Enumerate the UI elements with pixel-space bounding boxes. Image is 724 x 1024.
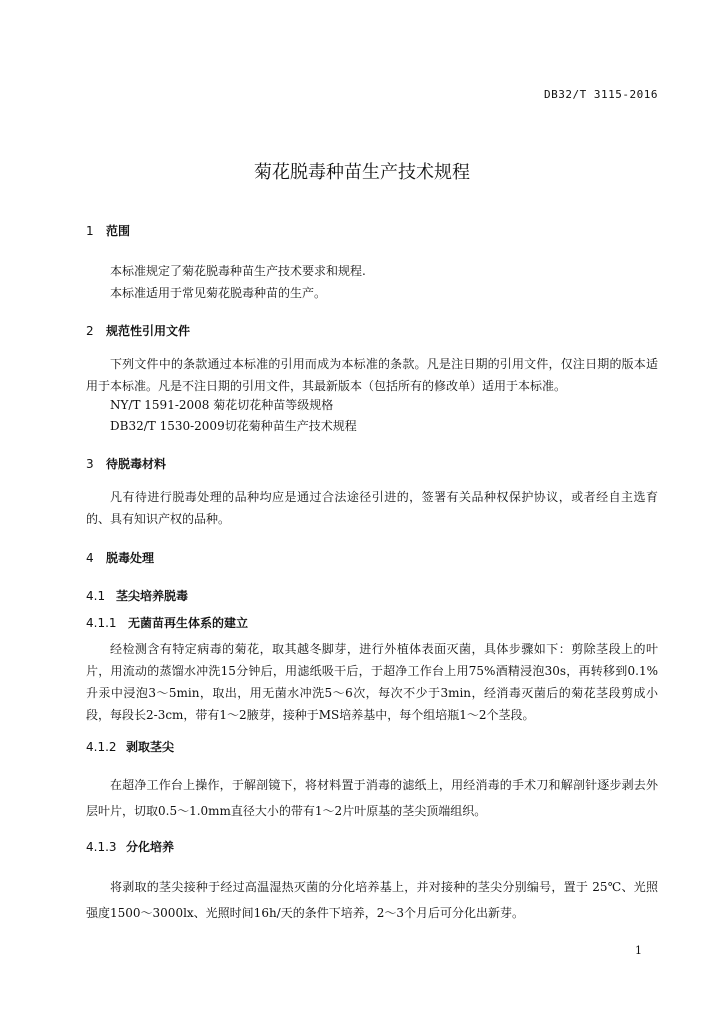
section-title: 无菌苗再生体系的建立: [128, 616, 249, 630]
stem-tip-paragraph: 在超净工作台上操作，于解剖镜下，将材料置于消毒的滤纸上，用经消毒的手术刀和解剖针逐步剥去外层叶片，切取0.5～1.0mm直径大小的带有1～2片叶原基的茎尖顶端组织。: [86, 778, 658, 818]
section-number: 4.1.2: [86, 740, 117, 754]
page-number: 1: [635, 944, 642, 957]
section-4-1-1-heading: [86, 614, 248, 631]
section-number: 4: [86, 551, 94, 565]
section-title: 茎尖培养脱毒: [116, 589, 189, 603]
normative-references-paragraph: 下列文件中的条款通过本标准的引用而成为本标准的条款。凡是注日期的引用文件，仅注日期的版本适用于本标准。凡是不注日期的引用文件，其最新版本（包括所有的修改单）适用于本标准。: [86, 357, 658, 393]
section-number: 4.1: [86, 589, 106, 603]
section-4-1-2-heading: [86, 738, 174, 755]
section-title: 脱毒处理: [106, 551, 155, 565]
section-4-1-heading: [86, 587, 188, 604]
section-title: 范围: [106, 224, 131, 238]
differentiation-paragraph: 将剥取的茎尖接种于经过高温湿热灭菌的分化培养基上，并对接种的茎尖分别编号，置于 25℃、光照强度1500～3000lx、光照时间16h/天的条件下培养，2～3个月后可分化出新芽。: [86, 880, 658, 920]
section-number: 4.1.3: [86, 840, 117, 854]
sterile-seedling-paragraph: 经检测含有特定病毒的菊花，取其越冬脚芽，进行外植体表面灭菌，具体步骤如下：剪除茎段上的叶片，用流动的蒸馏水冲洗15分钟后，用滤纸吸干后，于超净工作台上用75%酒精浸泡30s，再转移到0.1%升汞中浸泡3～5min，取出，用无菌水冲洗5～6次，每次不少于3min，经消毒灭菌后的菊花茎段剪成小段，每段长2-3cm，带有1～2腋芽，接种于MS培养基中，每个组培瓶1～2个茎段。: [86, 642, 658, 722]
section-title: 规范性引用文件: [106, 324, 191, 338]
scope-line-1: 本标准规定了菊花脱毒种苗生产技术要求和规程.: [110, 264, 366, 278]
section-4-1-3-heading: [86, 838, 174, 855]
section-title: 分化培养: [126, 840, 175, 854]
section-number: 4.1.1: [86, 616, 117, 630]
section-3-heading: [86, 455, 166, 472]
reference-item: DB32/T 1530-2009切花菊种苗生产技术规程: [110, 419, 357, 433]
document-number: DB32/T 3115-2016: [544, 88, 658, 101]
scope-line-2: 本标准适用于常见菊花脱毒种苗的生产。: [110, 286, 327, 300]
section-title: 剥取茎尖: [126, 740, 175, 754]
reference-item: NY/T 1591-2008 菊花切花种苗等级规格: [110, 398, 334, 412]
document-title: 菊花脱毒种苗生产技术规程: [254, 162, 470, 183]
section-number: 2: [86, 324, 94, 338]
section-number: 1: [86, 224, 94, 238]
section-2-heading: [86, 322, 190, 339]
section-title: 待脱毒材料: [106, 457, 167, 471]
section-1-heading: [86, 222, 130, 239]
section-4-heading: [86, 549, 154, 566]
material-paragraph: 凡有待进行脱毒处理的品种均应是通过合法途径引进的，签署有关品种权保护协议，或者经自主选育的、具有知识产权的品种。: [86, 490, 658, 526]
section-number: 3: [86, 457, 94, 471]
